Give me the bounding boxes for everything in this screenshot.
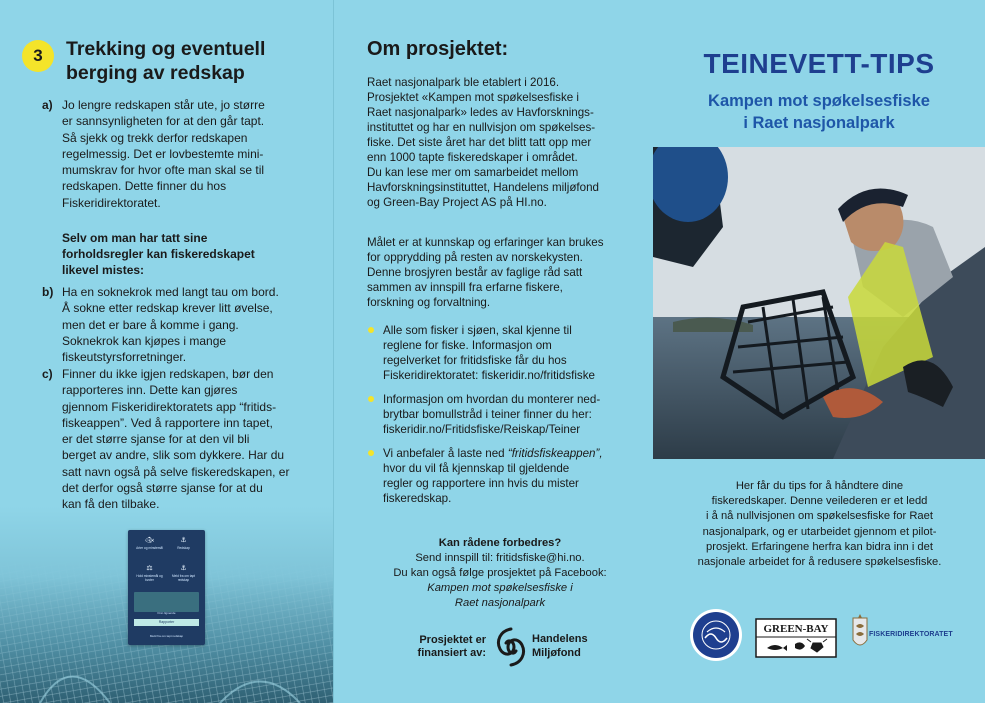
list-item-c [40, 366, 310, 513]
bullet-list [367, 323, 632, 515]
subheading-line: Selv om man har tatt sine [62, 231, 208, 245]
left-panel [0, 0, 333, 703]
funder-name [532, 632, 588, 660]
funded-by-label [406, 634, 486, 660]
green-bay-logo [755, 618, 837, 658]
text-line: er sannsynligheten for at den går tapt. [62, 114, 265, 129]
text-line: satt navn også på selve fiskeredskapen, er [62, 464, 290, 479]
app-screenshot [128, 530, 205, 645]
app-cell [167, 564, 200, 588]
havforskningsinstituttet-logo [689, 608, 743, 662]
list-item-b [40, 284, 310, 365]
text-line: gjennom Fiskeridirektoratets app “fritids- [62, 399, 277, 414]
text-line: i å nå nullvisjonen om spøkelsesfiske for Raet [706, 510, 933, 523]
text-line: fiskeappen”. Ved å rapportere inn tapet, [62, 415, 273, 430]
brochure-title: TEINEVETT-TIPS [703, 48, 935, 79]
text-line: for opprydding på resten av norskekysten. [367, 251, 583, 264]
feedback-block [367, 536, 633, 611]
text-line [383, 446, 632, 461]
text-line: enn 1000 tapte fiskeredskaper i området. [367, 151, 578, 164]
fiskeridirektoratet-wordmark: FISKERIDIREKTORATET [869, 631, 953, 638]
text-line: Havforskningsinstituttet, Handelens miljøfond [367, 181, 599, 194]
text-line: Raet nasjonalpark» ledes av Havforsknings- [367, 106, 594, 119]
subheading-line: likevel mistes: [62, 263, 145, 277]
text-line: Ha en soknekrok med langt tau om bord. [62, 285, 279, 299]
app-search-label: Finn lignende [157, 611, 176, 615]
bullet-dot [368, 450, 374, 456]
goal-paragraph [367, 235, 627, 310]
app-report-button: Rapporter [134, 619, 199, 626]
text-line: prosjekt. Erfaringene herfra kan bidra inn i det [706, 540, 933, 553]
list-item-a [40, 97, 310, 211]
text-line: brytbar bomullstråd i teiner finner du her: [383, 408, 592, 421]
text-line: Handelens [532, 633, 588, 645]
app-cell-label: Redskap [177, 546, 190, 550]
app-cell [133, 536, 166, 560]
text-line: Prosjektet «Kampen mot spøkelsesfiske i [367, 91, 579, 104]
text-line: reglene for fiske. Informasjon om [383, 339, 552, 352]
app-cell-label: Hold minstemål og kvoter [136, 574, 163, 582]
feedback-email: Send innspill til: fritidsfiske@hi.no. [415, 552, 585, 564]
text-line: sammen av innspill fra erfarne fiskere, [367, 281, 563, 294]
text-fragment: Vi anbefaler å laste ned [383, 447, 508, 460]
text-line: nasjonale arbeidet for å redusere spøkelsesfiske. [697, 556, 942, 569]
text-line: Du kan også følge prosjektet på Facebook: [393, 567, 607, 579]
text-line: Prosjektet er [419, 634, 486, 646]
about-paragraph [367, 75, 627, 210]
text-line: er det større sjanse for at den vil bli [62, 432, 250, 447]
fish-icon: 🐟︎ [145, 537, 154, 544]
bullet-item [367, 323, 632, 383]
subheading [62, 230, 302, 278]
right-panel [653, 0, 985, 703]
subheading-line: forholdsregler kan fiskeredskapet [62, 247, 255, 261]
text-line: redskapen. Dette finner du hos [62, 179, 227, 194]
bullet-dot [368, 327, 374, 333]
text-line: fiskeutstyrsforretninger. [62, 350, 187, 365]
facebook-name: Kampen mot spøkelsesfiske i [427, 582, 573, 594]
text-line: instituttet og har en nullvisjon om spøkelses- [367, 121, 596, 134]
text-line: Miljøfond [532, 647, 581, 659]
text-line: Å sokne etter redskap krever litt øvelse, [62, 301, 273, 316]
text-line: fiskeredskaper. Denne veilederen er et ledd [711, 495, 928, 508]
text-line: Finner du ikke igjen redskapen, bør den [62, 367, 274, 381]
app-cell-label: Meld fra om tapt redskap [171, 574, 196, 582]
text-line: fiskeredskap. [383, 492, 452, 505]
cover-photo [653, 147, 985, 459]
section-title-line: berging av redskap [66, 62, 245, 84]
text-line: Alle som fisker i sjøen, skal kjenne til [383, 324, 572, 337]
hook-icon: ⚓︎ [180, 537, 187, 544]
text-line: hvor du vil få kjennskap til gjeldende [383, 462, 570, 475]
text-line: regelmessig. Det er lovbestemte mini- [62, 146, 264, 161]
text-line: Denne brosjyren består av faglige råd satt [367, 266, 583, 279]
bullet-item [367, 446, 632, 506]
text-line: Soknekrok kan kjøpes i mange [62, 333, 227, 348]
text-line: mumskrav for hvor ofte man skal se til [62, 163, 265, 178]
bullet-item [367, 392, 632, 437]
text-line: Her får du tips for å håndtere dine [735, 480, 904, 492]
green-bay-wordmark: GREEN-BAY [763, 623, 829, 635]
text-line: finansiert av: [417, 647, 486, 659]
text-line: men det er bare å komme i gang. [62, 317, 239, 332]
text-line: nasjonalpark, og er utarbeidet gjennom et pilot- [702, 525, 937, 538]
text-line: kan få den tilbake. [62, 497, 160, 512]
text-line: Så sjekk og trekk derfor redskapen [62, 130, 248, 145]
middle-panel [333, 0, 653, 703]
subtitle-line: Kampen mot spøkelsesfiske [708, 92, 930, 110]
text-line: berget av andre, slik som dykkere. Har du [62, 448, 285, 463]
item-label: b) [42, 285, 54, 299]
text-line: Informasjon om hvordan du monterer ned- [383, 393, 601, 406]
text-line: fiske. Det siste året har det blitt tatt opp mer [367, 136, 592, 149]
bullet-dot [368, 396, 374, 402]
text-line: fiskeridir.no/Fritidsfiske/Reiskap/Teiner [383, 423, 581, 436]
text-line: og Green-Bay Project AS på HI.no. [367, 196, 547, 209]
item-label: c) [42, 367, 53, 381]
text-line: Du kan lese mer om samarbeidet mellom [367, 166, 579, 179]
scale-icon: ⚖︎ [146, 565, 153, 572]
app-cell [167, 536, 200, 560]
text-line: regler og rapportere inn hvis du mister [383, 477, 579, 490]
handelens-miljofond-logo [492, 625, 530, 669]
app-footer-label: Meld fra om tapt redskap [149, 634, 184, 638]
feedback-heading: Kan rådene forbedres? [438, 537, 562, 549]
anchor-icon: ⚓︎ [180, 565, 187, 572]
app-name: “fritidsfiskeappen”, [507, 447, 603, 460]
text-line: Jo lengre redskapen står ute, jo større [62, 98, 265, 112]
text-line: forskning og forvaltning. [367, 296, 491, 309]
app-cell-label: Arter og minstemål [136, 546, 163, 550]
text-line: Fiskeridirektoratet. [62, 195, 161, 210]
text-line: det derfor også større sjanse for at du [62, 481, 263, 496]
section-title [66, 37, 326, 85]
facebook-name: Raet nasjonalpark [454, 597, 546, 609]
text-line: Fiskeridirektoratet: fiskeridir.no/fritidsfiske [383, 369, 595, 382]
text-line: Målet er at kunnskap og erfaringer kan brukes [367, 236, 604, 249]
section-title: Om prosjektet: [367, 38, 509, 60]
app-map-thumbnail [134, 592, 199, 612]
text-line: rapporteres inn. Dette kan gjøres [62, 383, 238, 398]
brochure-subtitle [653, 90, 985, 134]
step-number-badge: 3 [22, 40, 54, 72]
app-cell [133, 564, 166, 588]
item-label: a) [42, 98, 53, 112]
text-line: Raet nasjonalpark ble etablert i 2016. [367, 76, 560, 89]
intro-text [667, 479, 972, 570]
section-title-line: Trekking og eventuell [66, 38, 266, 60]
text-line: regelverket for fritidsfiske får du hos [383, 354, 567, 367]
subtitle-line: i Raet nasjonalpark [743, 114, 895, 132]
